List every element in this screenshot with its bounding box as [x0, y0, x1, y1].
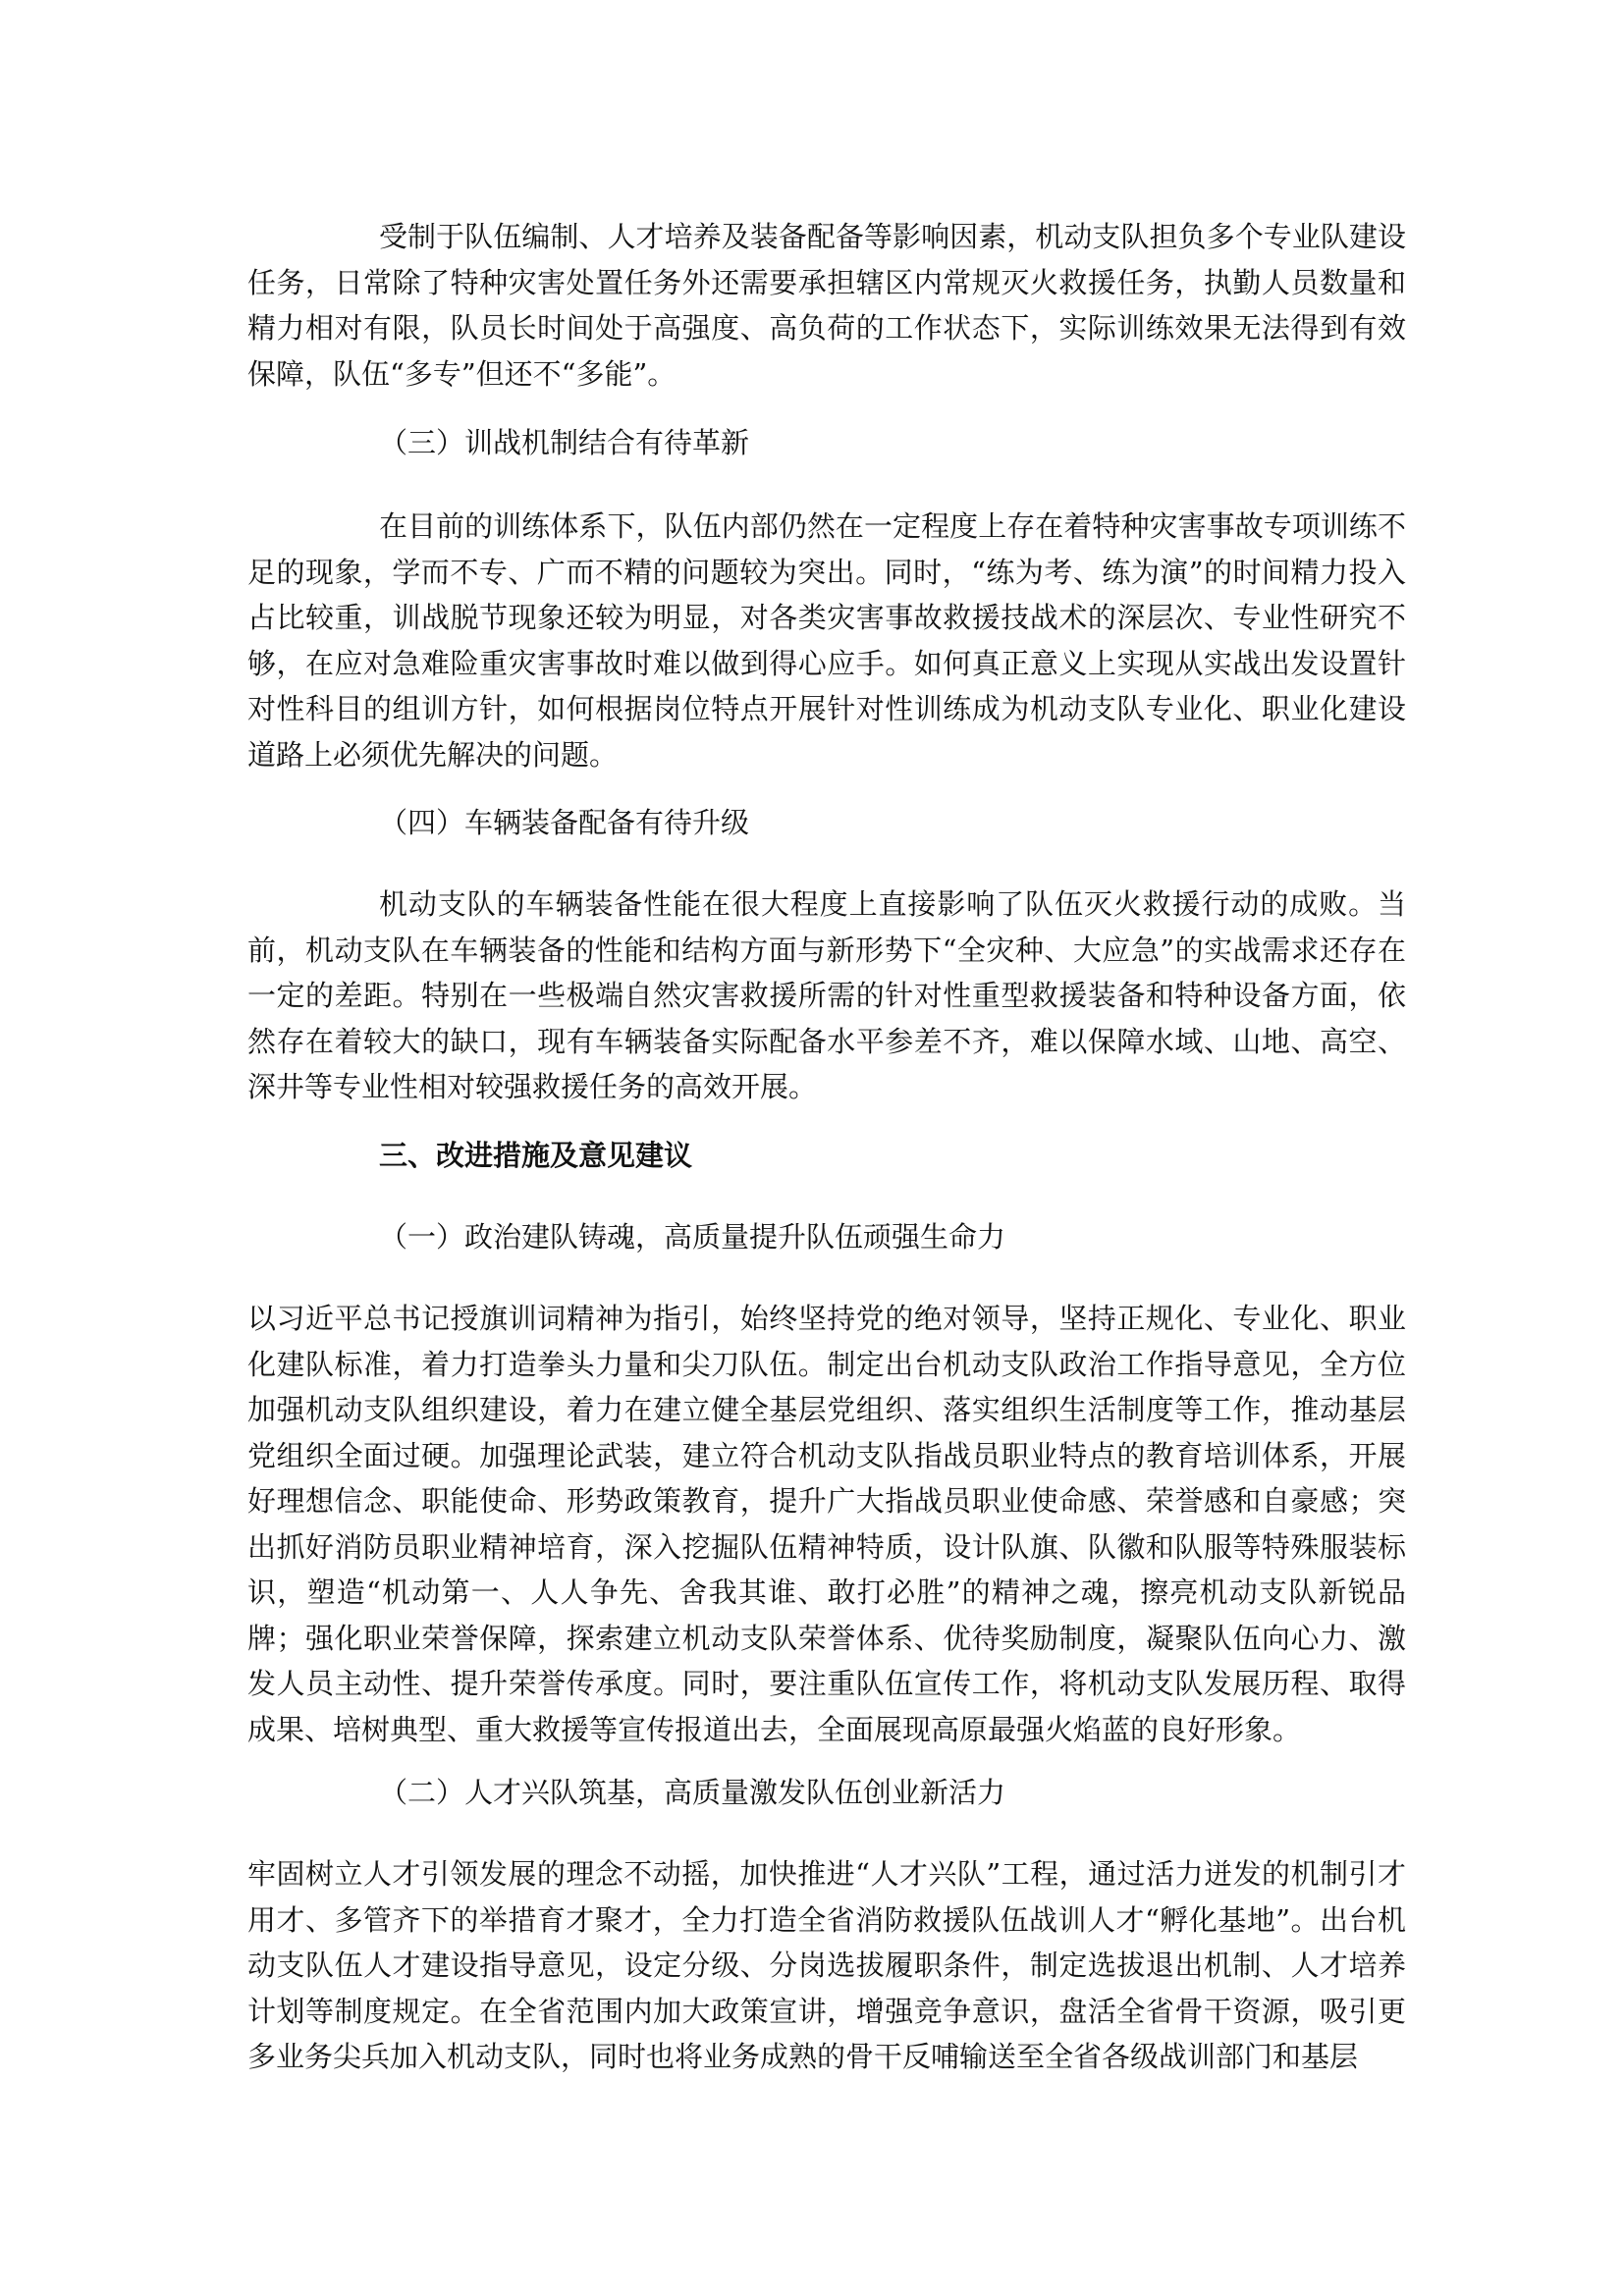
section-heading-improvements: 三、改进措施及意见建议: [379, 1139, 693, 1172]
subheading-talent-building: （二）人才兴队筑基，高质量激发队伍创业新活力: [379, 1776, 1006, 1809]
paragraph-political-building: 以习近平总书记授旗训词精神为指引，始终坚持党的绝对领导，坚持正规化、专业化、职业化建队标准，着力打造拳头力量和尖刀队伍。制定出台机动支队政治工作指导意见，全方位加强机动支队组织建设，着力在建立健全基层党组织、落实组织生活制度等工作，推动基层党组织全面过硬。加强理论武装，建立符合机动支队指战员职业特点的教育培训体系，开展好理想信念、职能使命、形势政策教育，提升广大指战员职业使命感、荣誉感和自豪感；突出抓好消防员职业精神培育，深入挖掘队伍精神特质，设计队旗、队徽和队服等特殊服装标识，塑造“机动第一、人人争先、舍我其谁、敢打必胜”的精神之魂，擦亮机动支队新锐品牌；强化职业荣誉保障，探索建立机动支队荣誉体系、优待奖励制度，凝聚队伍向心力、激发人员主动性、提升荣誉传承度。同时，要注重队伍宣传工作，将机动支队发展历程、取得成果、培树典型、重大救援等宣传报道出去，全面展现高原最强火焰蓝的良好形象。: [247, 1302, 1406, 1746]
subheading-political-building: （一）政治建队铸魂，高质量提升队伍顽强生命力: [379, 1220, 1006, 1254]
subheading-training-mechanism: （三）训战机制结合有待革新: [379, 426, 750, 459]
paragraph-vehicle-equipment: 机动支队的车辆装备性能在很大程度上直接影响了队伍灭火救援行动的成败。当前，机动支队在车辆装备的性能和结构方面与新形势下“全灾种、大应急”的实战需求还存在一定的差距。特别在一些极端自然灾害救援所需的针对性重型救援装备和特种设备方面，依然存在着较大的缺口，现有车辆装备实际配备水平参差不齐，难以保障水域、山地、高空、深井等专业性相对较强救援任务的高效开展。: [247, 887, 1406, 1103]
paragraph-training-system: 在目前的训练体系下，队伍内部仍然在一定程度上存在着特种灾害事故专项训练不足的现象，学而不专、广而不精的问题较为突出。同时，“练为考、练为演”的时间精力投入占比较重，训战脱节现象还较为明显，对各类灾害事故救援技战术的深层次、专业性研究不够，在应对急难险重灾害事故时难以做到得心应手。如何真正意义上实现从实战出发设置针对性科目的组训方针，如何根据岗位特点开展针对性训练成为机动支队专业化、职业化建设道路上必须优先解决的问题。: [247, 509, 1406, 772]
paragraph-talent-building: 牢固树立人才引领发展的理念不动摇，加快推进“人才兴队”工程，通过活力迸发的机制引才用才、多管齐下的举措育才聚才，全力打造全省消防救援队伍战训人才“孵化基地”。出台机动支队伍人才建设指导意见，设定分级、分岗选拔履职条件，制定选拔退出机制、人才培养计划等制度规定。在全省范围内加大政策宣讲，增强竞争意识，盘活全省骨干资源，吸引更多业务尖兵加入机动支队，同时也将业务成熟的骨干反哺输送至全省各级战训部门和基层: [247, 1857, 1406, 2073]
subheading-vehicle-equipment: （四）车辆装备配备有待升级: [379, 806, 750, 839]
paragraph-training-constraints: 受制于队伍编制、人才培养及装备配备等影响因素，机动支队担负多个专业队建设任务，日常除了特种灾害处置任务外还需要承担辖区内常规灭火救援任务，执勤人员数量和精力相对有限，队员长时间处于高强度、高负荷的工作状态下，实际训练效果无法得到有效保障，队伍“多专”但还不“多能”。: [247, 220, 1406, 391]
